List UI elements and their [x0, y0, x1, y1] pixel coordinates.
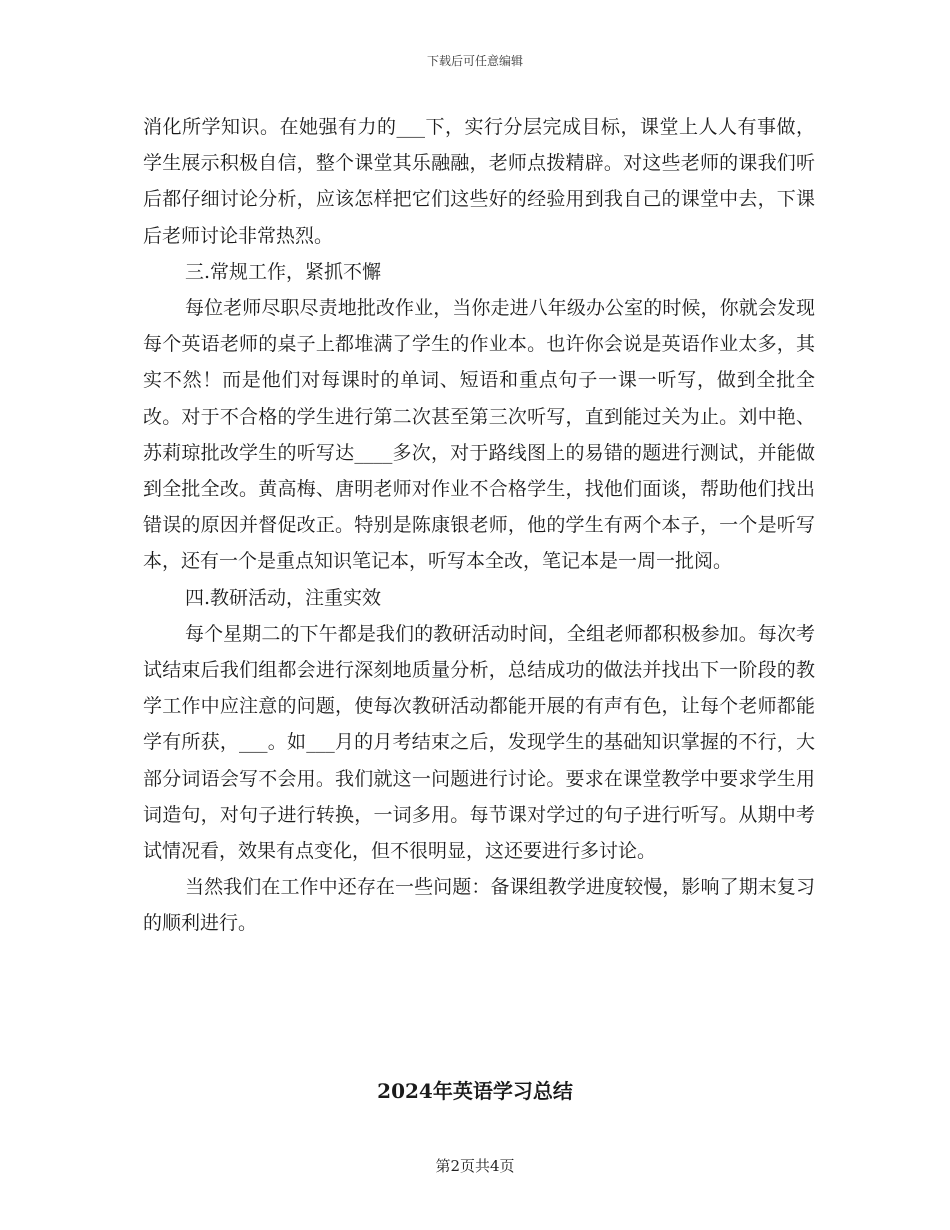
paragraph-routine-work: 每位老师尽职尽责地批改作业，当你走进八年级办公室的时候，你就会发现每个英语老师的桌子上都堆满了学生的作业本。也许你会说是英语作业太多，其实不然！而是他们对每课时的单词、短语和重点句子一课一听写，做到全批全改。对于不合格的学生进行第二次甚至第三次听写，直到能过关为止。刘中艳、苏莉琼批改学生的听写达____多次，对于路线图上的易错的题进行测试，并能做到全批全改。黄高梅、唐明老师对作业不合格学生，找他们面谈，帮助他们找出错误的原因并督促改正。特别是陈康银老师，他的学生有两个本子，一个是听写本，还有一个是重点知识笔记本，听写本全改，笔记本是一周一批阅。	[143, 297, 815, 573]
section-heading-routine-work: 三.常规工作，紧抓不懈	[185, 260, 382, 283]
page-header: 下载后可任意编辑	[426, 54, 523, 68]
paragraph-intro: 消化所学知识。在她强有力的___下，实行分层完成目标，课堂上人人有事做，学生展示积极自信，整个课堂其乐融融，老师点拨精辟。对这些老师的课我们听后都仔细讨论分析，应该怎样把它们这些好的经验用到我自己的课堂中去，下课后老师讨论非常热烈。	[143, 116, 815, 247]
paragraph-research: 每个星期二的下午都是我们的教研活动时间，全组老师都积极参加。每次考试结束后我们组都会进行深刻地质量分析，总结成功的做法并找出下一阶段的教学工作中应注意的问题，使每次教研活动都能开展的有声有色，让每个老师都能学有所获，___。如___月的月考结束之后，发现学生的基础知识掌握的不行，大部分词语会写不会用。我们就这一问题进行讨论。要求在课堂教学中要求学生用词造句，对句子进行转换，一词多用。每节课对学过的句子进行听写。从期中考试情况看，效果有点变化，但不很明显，这还要进行多讨论。	[143, 622, 815, 863]
document-body	[143, 109, 815, 942]
paragraph-problems: 当然我们在工作中还存在一些问题：备课组教学进度较慢，影响了期末复习的顺利进行。	[143, 876, 815, 935]
section-heading-research: 四.教研活动，注重实效	[185, 586, 382, 609]
page-footer: 第2页共4页	[435, 1157, 515, 1175]
document-title: 2024年英语学习总结	[377, 1079, 573, 1103]
